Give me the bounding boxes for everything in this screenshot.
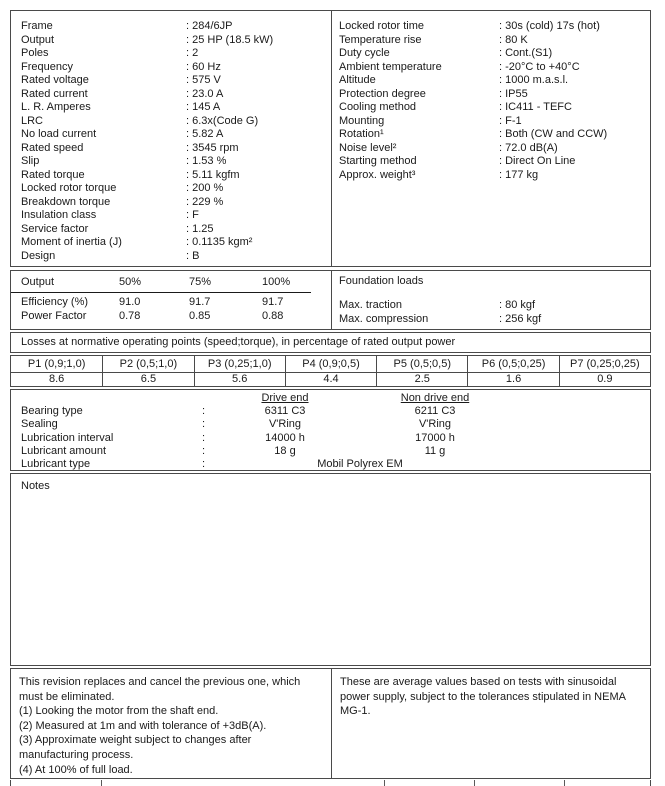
spec-row — [21, 182, 327, 196]
lubricant-type-row — [11, 458, 650, 471]
spec-label: Moment of inertia (J) — [21, 236, 122, 248]
spec-value: : 60 Hz — [186, 60, 221, 73]
notes-section — [10, 473, 651, 666]
value-75: 0.85 — [189, 310, 211, 322]
spec-row — [21, 20, 327, 34]
spec-value: : 2 — [186, 47, 199, 59]
spec-label: Poles — [21, 47, 49, 59]
spec-value: : 72.0 dB(A) — [499, 141, 558, 154]
spec-value: : 1.53 % — [186, 155, 227, 167]
table-row — [11, 309, 331, 323]
spec-label: Ambient temperature — [339, 60, 442, 73]
bearings-section — [10, 389, 651, 471]
spec-label: Altitude — [339, 74, 376, 86]
spec-value: : 284/6JP — [186, 20, 233, 32]
output-table-rows — [11, 293, 331, 323]
row-label: Sealing — [21, 418, 58, 431]
spacer — [202, 392, 210, 405]
spec-row — [339, 74, 646, 88]
spec-label: Approx. weight³ — [339, 168, 416, 181]
spec-value: : B — [186, 249, 200, 262]
spec-row — [21, 88, 327, 102]
spec-label: Insulation class — [21, 209, 97, 221]
spec-value: : 23.0 A — [186, 87, 224, 100]
footnote-text: These are average values based on tests with sinusoidal power supply, subject to the tolerances stipulated in NEMA MG-1. — [340, 676, 626, 718]
footnotes-section — [10, 668, 651, 779]
losses-table-header — [11, 356, 650, 373]
spec-value: : 5.11 kgfm — [186, 168, 240, 181]
spec-value: : 145 A — [186, 101, 221, 113]
spec-label: Noise level² — [339, 141, 397, 154]
row-label: Max. traction — [339, 299, 402, 311]
spec-row — [21, 61, 327, 75]
spec-value: : 25 HP (18.5 kW) — [186, 33, 274, 46]
drive-end-value: V'Ring — [268, 418, 302, 431]
losses-value-cell: 2.5 — [376, 373, 467, 386]
output-table-header — [11, 274, 311, 293]
specs-section — [10, 10, 651, 267]
spec-value: : 30s (cold) 17s (hot) — [499, 20, 600, 32]
tolerance-footnote — [332, 669, 650, 778]
spec-value: : 575 V — [186, 74, 221, 86]
foundation-loads-rows — [339, 298, 646, 326]
footnote-line: (3) Approximate weight subject to changes after manufacturing process. — [19, 734, 252, 761]
footer-row-cut — [10, 780, 651, 786]
row-label: Bearing type — [21, 405, 83, 418]
spec-row — [339, 47, 646, 61]
non-drive-end-value: 6211 C3 — [414, 405, 456, 418]
spec-row — [339, 169, 646, 183]
colon-separator: : — [202, 405, 206, 418]
row-label: Lubricant amount — [21, 444, 106, 457]
spec-label: Frame — [21, 20, 53, 32]
specs-right-column — [332, 11, 650, 266]
value-50: 0.78 — [119, 310, 141, 322]
spec-value: : F — [186, 209, 199, 221]
output-header-cell: Output — [21, 276, 55, 288]
losses-header-cell: P6 (0,5;0,25) — [467, 356, 558, 372]
bearings-header-row — [11, 392, 650, 405]
footer-divider — [474, 780, 475, 786]
value-75: 91.7 — [189, 296, 211, 308]
spec-row — [21, 250, 327, 264]
footnote-line: (2) Measured at 1m and with tolerance of +3dB(A). — [19, 719, 267, 732]
spec-value: : 5.82 A — [186, 128, 224, 140]
spec-value: : 3545 rpm — [186, 141, 239, 154]
losses-title-bar — [10, 332, 651, 353]
spec-value: : Direct On Line — [499, 155, 576, 167]
spec-label: Protection degree — [339, 87, 426, 100]
output-header-cell: 75% — [189, 276, 212, 288]
spec-label: LRC — [21, 114, 44, 127]
drive-end-value: 18 g — [274, 444, 296, 457]
spec-value: : Cont.(S1) — [499, 47, 553, 59]
table-row — [11, 418, 650, 431]
bearings-rows — [11, 405, 650, 458]
non-drive-end-value: 11 g — [424, 444, 446, 457]
spec-label: No load current — [21, 128, 97, 140]
spec-row — [339, 34, 646, 48]
spec-row — [21, 236, 327, 250]
losses-table — [10, 355, 651, 387]
output-header-cell: 100% — [262, 276, 291, 288]
spec-label: Locked rotor torque — [21, 182, 117, 194]
colon-separator: : — [202, 418, 206, 431]
spec-value: : 200 % — [186, 182, 224, 194]
value-100: 91.7 — [262, 296, 284, 308]
revision-footnotes — [11, 669, 332, 778]
footer-divider — [101, 780, 102, 786]
row-value: : 256 kgf — [499, 313, 542, 325]
spec-row — [21, 142, 327, 156]
spec-label: Rated current — [21, 87, 88, 100]
notes-title: Notes — [21, 480, 50, 492]
spec-value: : 0.1135 kgm² — [186, 236, 253, 248]
losses-title: Losses at normative operating points (speed;torque), in percentage of rated output power — [21, 336, 456, 348]
spec-label: L. R. Amperes — [21, 101, 91, 113]
spec-label: Frequency — [21, 60, 73, 73]
spec-row — [21, 47, 327, 61]
spec-value: : 229 % — [186, 195, 224, 208]
footer-divider — [564, 780, 565, 786]
row-label: Efficiency (%) — [21, 296, 89, 308]
row-label: Lubrication interval — [21, 431, 114, 444]
spec-value: : -20°C to +40°C — [499, 60, 580, 73]
spec-label: Rated speed — [21, 141, 84, 154]
losses-header-cell: P3 (0,25;1,0) — [194, 356, 285, 372]
row-label: Power Factor — [21, 310, 87, 322]
non-drive-end-value: V'Ring — [418, 418, 452, 431]
foundation-loads — [332, 271, 650, 329]
non-drive-end-value: 17000 h — [415, 431, 455, 444]
drive-end-value: 6311 C3 — [264, 405, 306, 418]
spec-row — [339, 20, 646, 34]
spec-row — [339, 61, 646, 75]
table-row — [339, 312, 646, 326]
spec-value: : 1.25 — [186, 222, 214, 235]
spec-label: Breakdown torque — [21, 195, 111, 208]
spec-row — [339, 142, 646, 156]
row-value: : 80 kgf — [499, 299, 536, 311]
spec-label: Cooling method — [339, 101, 417, 113]
non-drive-end-header: Non drive end — [400, 392, 470, 404]
performance-section — [10, 270, 651, 330]
colon-separator: : — [202, 458, 206, 471]
losses-header-cell: P2 (0,5;1,0) — [102, 356, 193, 372]
colon-separator: : — [202, 444, 206, 457]
specs-left-column — [11, 11, 332, 266]
spec-value: : IC411 - TEFC — [499, 101, 572, 113]
output-header-cell: 50% — [119, 276, 142, 288]
motor-datasheet — [10, 10, 651, 786]
spec-row — [21, 128, 327, 142]
value-100: 0.88 — [262, 310, 284, 322]
drive-end-header: Drive end — [261, 392, 309, 404]
spec-row — [21, 169, 327, 183]
spacer — [21, 392, 202, 405]
lubricant-type-value: Mobil Polyrex EM — [317, 458, 403, 471]
spec-label: Duty cycle — [339, 47, 390, 59]
table-row — [11, 432, 650, 445]
losses-value-cell: 5.6 — [194, 373, 285, 386]
spec-value: : IP55 — [499, 87, 528, 100]
losses-value-cell: 4.4 — [285, 373, 376, 386]
spec-row — [21, 74, 327, 88]
spec-row — [21, 155, 327, 169]
foundation-loads-title: Foundation loads — [339, 275, 424, 287]
footer-divider — [384, 780, 385, 786]
spec-row — [339, 88, 646, 102]
spec-row — [339, 128, 646, 142]
table-row — [11, 445, 650, 458]
losses-value-cell: 8.6 — [48, 373, 65, 385]
spec-label: Rotation¹ — [339, 128, 384, 140]
row-label: Max. compression — [339, 313, 429, 325]
spec-label: Locked rotor time — [339, 20, 424, 32]
spec-value: : 80 K — [499, 33, 528, 46]
spec-label: Starting method — [339, 155, 417, 167]
spec-row — [339, 101, 646, 115]
losses-header-cell: P7 (0,25;0,25) — [559, 356, 650, 372]
output-performance-table — [11, 271, 332, 329]
spec-row — [21, 101, 327, 115]
table-row — [339, 298, 646, 312]
losses-value-cell: 0.9 — [559, 373, 650, 386]
spec-row — [21, 115, 327, 129]
spec-label: Service factor — [21, 222, 89, 235]
spec-row — [339, 155, 646, 169]
spec-value: : 177 kg — [499, 168, 539, 181]
colon-separator: : — [202, 431, 206, 444]
spec-row — [21, 209, 327, 223]
footnote-line: This revision replaces and cancel the previous one, which must be eliminated. — [19, 676, 301, 703]
losses-value-cell: 6.5 — [102, 373, 193, 386]
spec-value: : Both (CW and CCW) — [499, 128, 608, 140]
spec-row — [21, 34, 327, 48]
footnote-line: (1) Looking the motor from the shaft end. — [19, 705, 219, 718]
spec-label: Output — [21, 33, 55, 46]
losses-header-cell: P4 (0,9;0,5) — [285, 356, 376, 372]
spec-value: : 1000 m.a.s.l. — [499, 74, 569, 86]
spec-label: Rated torque — [21, 168, 85, 181]
drive-end-value: 14000 h — [265, 431, 305, 444]
spec-label: Slip — [21, 155, 40, 167]
spec-label: Mounting — [339, 114, 385, 127]
losses-value-cell: 1.6 — [467, 373, 558, 386]
spec-label: Temperature rise — [339, 33, 422, 46]
losses-header-cell: P5 (0,5;0,5) — [376, 356, 467, 372]
table-row — [11, 405, 650, 418]
losses-table-values — [11, 373, 650, 386]
value-50: 91.0 — [119, 296, 141, 308]
spec-label: Design — [21, 249, 56, 262]
footnote-line: (4) At 100% of full load. — [19, 763, 133, 776]
table-row — [11, 295, 331, 309]
spec-row — [21, 196, 327, 210]
spec-value: : 6.3x(Code G) — [186, 114, 259, 127]
losses-header-cell: P1 (0,9;1,0) — [27, 358, 86, 370]
row-label: Lubricant type — [21, 458, 91, 471]
spec-label: Rated voltage — [21, 74, 89, 86]
spec-row — [21, 223, 327, 237]
spec-row — [339, 115, 646, 129]
spec-value: : F-1 — [499, 114, 522, 127]
